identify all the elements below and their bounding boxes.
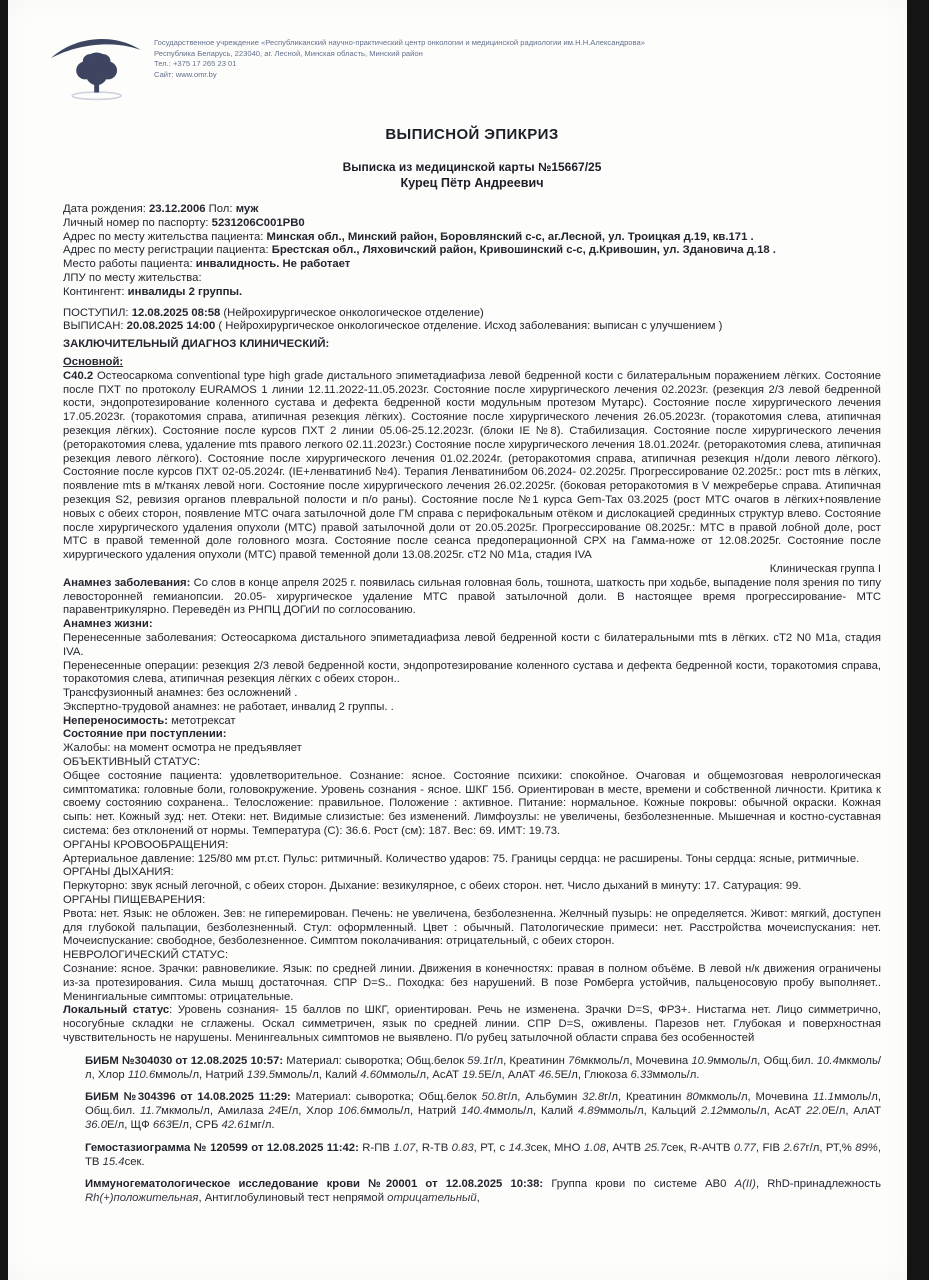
org-info-line: Тел.: +375 17 265 23 01 [154, 59, 237, 69]
text-segment: Остеосаркома conventional type high grade дистального эпиметадиафиза левой бедренной кости с билатеральным поражением лёгких. Состояние после ПХТ по протоколу EURAMOS 1 линии 12.11.2022-11.05.2023г. Состояние после хирургического лечения 02.2023г. (резекция 2/3 левой бедренной кости, эндопротезирование коленного сустава и дефекта бедренной кости модульным протезом Мутарс). Состояние после хирургического лечения 17.05.2023г. (торакотомия справа, атипичная резекция лёгких). Состояние после хирургического лечения 26.05.2023г. (торакотомия слева, атипичная резекция лёгких). Состояние после курсов ПХТ 2 линии 05.06-25.12.2023г. (блоки IE №8). Стабилизация. Состояние после хирургического лечения (реторакотомия слева, удаление mts правого легкого 02.11.2023г.) Состояние после хирургического лечения 18.01.2024г. (реторакотомия слева, атипичная резекция левого лёгкого). Состояние после хирургического лечения 01.02.2024г. (реторакотомия справа, атипичная резекция н/доли левого лёгкого). Состояние после курсов ПХТ 02-05.2024г. (IE+ленватиниб №4). Терапия Ленватинибом 06.2024- 02.2025г. Прогрессирование 02.2025г.: рост mts в лёгких, появление mts в м/тканях левой ноги. Состояние после хирургического лечения 26.02.2025г. (боковая реторакотомия в V межреберье справа. Атипичная резекция S2, ревизия органов плевральной полости и п/о раны). Состояние после №1 курса Gem-Tax 03.2025 (рост МТС очагов в лёгких+появление новых с обеих сторон, появление МТС очага затылочной доле ГМ справа с перифокальным отёком и дислокацией срединных структур влево. Состояние после хирургического удаления опухоли (МТС) правой затылочной доли от 20.05.2025г. Прогрессирование 08.2025г.: МТС в правой лобной доле, рост МТС в правой теменной доле головного мозга. Состояние после сеанса предоперационной СРХ на Гамма-ноже от 12.08.2025г. Состояние после хирургического удаления опухоли (МТС) правой теменной доли 13.08.2025г. сТ2 N0 M1a, стадия IVA [63, 369, 881, 562]
text-segment: Сознание: ясное. Зрачки: равновеликие. Язык: по средней линии. Движения в конечностях: правая в полном объёме. В левой н/к движения ограничены из-за протезирования. Сила мышц достаточная. СПР D=S.. Походка: без нарушений. В позе Ромберга устойчив, пальценосовую пробу выполняет.. Менингиальные симптомы: отрицательные. [63, 963, 881, 1003]
doc-line [63, 839, 881, 853]
text-segment: ммоль/л, Калий [489, 1105, 578, 1118]
text-segment: (Нейрохирургическое онкологическое отделение) [220, 306, 484, 319]
text-segment: Перкуторно: звук ясный легочной, с обеих сторон. Дыхание: везикулярное, с обеих сторон. нет. Число дыханий в минуту: 17. Сатурация: 99. [63, 880, 802, 893]
org-logo [46, 28, 144, 108]
text-segment: , [476, 1192, 480, 1205]
text-segment: Перенесенные заболевания: Остеосаркома дистального эпиметадиафиза левой бедренной кости с билатеральными mts в лёгких. сТ2 N0 M1a, стадия IVA. [63, 631, 881, 658]
text-segment: 139.5 [246, 1068, 276, 1081]
doc-line [63, 880, 881, 894]
text-segment: Контингент: [63, 285, 128, 298]
doc-line [63, 963, 881, 1004]
doc-line [63, 949, 881, 963]
text-segment: 14.3 [508, 1141, 531, 1154]
text-segment: 76 [568, 1054, 581, 1067]
text-segment: Минская обл., Минский район, Боровлянский с-с, аг.Лесной, ул. Троицкая д.19, кв.171 . [266, 230, 754, 243]
text-segment: Локальный статус [63, 1004, 170, 1017]
text-segment: 10.4 [816, 1054, 839, 1067]
text-segment: БИБМ №304030 от 12.08.2025 10:57: [85, 1054, 284, 1067]
text-segment: 1.07 [393, 1141, 416, 1154]
doc-line [63, 577, 881, 618]
text-segment: 663 [152, 1119, 172, 1131]
text-segment: 0.83 [451, 1141, 474, 1154]
text-segment: 106.6 [337, 1105, 367, 1118]
doc-line [85, 1091, 881, 1132]
text-segment: инвалидность. Не работает [195, 258, 351, 271]
text-segment: сек. [124, 1155, 145, 1168]
text-segment: 11.7 [140, 1105, 162, 1118]
doc-line [63, 286, 881, 300]
text-segment: ОБЪЕКТИВНЫЙ СТАТУС: [63, 756, 201, 769]
text-segment: ммоль/л, Общ.бил. [85, 1091, 881, 1118]
text-segment: Брестская обл., Ляховичский район, Кривошинский с-с, д.Кривошин, ул. Здановича д.18 . [271, 244, 776, 257]
doc-line [63, 728, 881, 742]
text-segment: , АЧТВ [605, 1141, 645, 1154]
text-segment: 110.6 [127, 1068, 156, 1081]
text-segment: Перенесенные операции: резекция 2/3 левой бедренной кости, эндопротезирование коленного сустава и дефекта бедренной кости, торакотомия справа, торакотомия слева, атипичная резекция лёгких с обеих сторон.. [63, 659, 881, 686]
doc-line [63, 618, 881, 632]
doc-line [63, 770, 881, 839]
doc-line [63, 370, 881, 563]
text-segment: ммоль/л, Общ.бил. [713, 1054, 817, 1067]
text-segment: ОРГАНЫ КРОВООБРАЩЕНИЯ: [63, 838, 229, 851]
text-segment: Е/л, АлАТ [484, 1068, 539, 1081]
text-segment: 2.67 [783, 1141, 806, 1154]
text-segment: ПОСТУПИЛ: [63, 306, 132, 319]
text-segment: Е/л, Глюкоза [560, 1068, 631, 1081]
doc-line [63, 894, 881, 908]
text-segment: Е/л, АлАТ [828, 1105, 881, 1118]
text-segment: 140.4 [460, 1105, 490, 1118]
text-segment: метотрексат [168, 714, 236, 727]
text-segment: 4.60 [360, 1068, 383, 1081]
text-segment: 89% [855, 1141, 878, 1154]
doc-line [63, 231, 881, 245]
text-segment: г/л, Креатинин [604, 1091, 687, 1104]
text-segment: A(II) [734, 1178, 756, 1191]
doc-line [63, 715, 881, 729]
text-segment: , R-ТВ [415, 1141, 452, 1154]
doc-line [63, 272, 881, 286]
text-segment: Рвота: нет. Язык: не обложен. Зев: не гиперемирован. Печень: не увеличена, безболезненна. Желчный пузырь: не определяется. Живот: мягкий, доступен для глубокой пальпации, безболезненный. Стул: оформленный. Цвет : обычный. Патологические примеси: нет. Расстройства мочеиспускания: нет. Мочеиспускание: свободное, безболезненное. Симптом поколачивания: отрицательный, с обеих сторон. [63, 907, 881, 948]
text-segment: 42.61 [221, 1119, 250, 1131]
text-segment: 25.7 [644, 1141, 667, 1154]
text-segment: 0.77 [733, 1141, 756, 1154]
text-segment: 5231206C001PB0 [211, 216, 305, 229]
text-segment: отрицательный [387, 1192, 477, 1205]
text-segment: Пол: [205, 203, 236, 215]
text-segment: 12.08.2025 08:58 [131, 306, 221, 319]
text-segment: Состояние при поступлении: [63, 728, 227, 741]
text-segment: инвалиды 2 группы. [127, 285, 243, 298]
text-segment: Анамнез заболевания: [63, 576, 191, 589]
text-segment: 4.89 [577, 1105, 600, 1118]
text-segment: Трансфузионный анамнез: без осложнений . [63, 687, 298, 700]
text-segment: ммоль/л, АсАТ [382, 1068, 463, 1081]
document-page [8, 0, 907, 1280]
text-segment: , RhD-принадлежность [755, 1178, 881, 1191]
text-segment: Основной: [63, 355, 124, 368]
text-segment: 59.1 [467, 1054, 490, 1067]
text-segment: Со слов в конце апреля 2025 г. появилась сильная головная боль, тошнота, шаткость при ходьбе, выпадение поля зрения по типу левосторонней гемианопсии. 20.05- хирургическое удаление МТС правой затылочной доли. В настоящее время прогрессирование- МТС паравентрикулярно. Переведён из РНПЦ ДОГиИ по соглосованию. [63, 576, 881, 617]
text-segment: Экспертно-трудовой анамнез: не работает, инвалид 2 группы. . [63, 700, 394, 713]
text-segment: 46.5 [538, 1068, 561, 1081]
text-segment: ммоль/л, Натрий [155, 1068, 247, 1081]
text-segment: ( Нейрохирургическое онкологическое отделение. Исход заболевания: выписан с улучшением ) [215, 320, 723, 333]
text-segment: ммоль/л. [652, 1068, 700, 1081]
text-segment: 15.4 [102, 1155, 125, 1168]
text-segment: 32.8 [582, 1091, 605, 1104]
text-segment: ммоль/л, Натрий [366, 1105, 461, 1118]
text-segment: 1.08 [583, 1141, 606, 1154]
text-segment: 11.1 [812, 1091, 835, 1104]
text-segment: Анамнез жизни: [63, 618, 153, 631]
text-segment: 23.12.2006 [148, 203, 206, 215]
text-segment: мкмоль/л, Хлор [85, 1054, 881, 1081]
text-segment: 24 [268, 1105, 282, 1118]
doc-line [63, 853, 881, 867]
text-segment: муж [235, 203, 259, 215]
text-segment: : Уровень сознания- 15 баллов по ШКГ, ориентирован. Речь не изменена. Зрачки D=S, ФРЗ+. Нистагма нет. Лицо симметрично, носогубные складки не сглажены. Оскал симметричен, язык по средней линии. СПР D=S, оживлены. Парезов нет. Глубокая и поверхностная чувствительность не нарушены. Менингеальных симптомов не выявлено. П/о рубец затылочной области справа без особенностей [63, 1004, 881, 1045]
text-segment: г/л, РТ,% [805, 1141, 856, 1154]
text-segment: Е/л, СРБ [171, 1119, 222, 1131]
text-segment: 19.5 [462, 1068, 485, 1081]
text-segment: Клиническая группа I [769, 562, 881, 575]
doc-line [85, 1055, 881, 1083]
doc-line [63, 563, 881, 577]
doc-line [63, 203, 881, 217]
text-segment: ЗАКЛЮЧИТЕЛЬНЫЙ ДИАГНОЗ КЛИНИЧЕСКИЙ: [63, 338, 330, 351]
doc-line [63, 307, 881, 321]
doc-line [63, 687, 881, 701]
doc-line [63, 660, 881, 688]
document-body [63, 203, 881, 1206]
text-segment: Гемостазиограмма № 120599 от 12.08.2025 11:42: [85, 1141, 359, 1154]
text-segment: , ТВ [85, 1141, 881, 1168]
text-segment: Личный номер по паспорту: [63, 216, 212, 229]
card-number: Выписка из медицинской карты №15667/25 [342, 160, 602, 174]
text-segment: 10.9 [691, 1054, 714, 1067]
org-info [154, 28, 645, 80]
doc-line [63, 320, 881, 334]
text-segment: мкмоль/л, Амилаза [161, 1105, 269, 1118]
text-segment: ЛПУ по месту жительства: [63, 271, 202, 284]
text-segment: ВЫПИСАН: [63, 320, 127, 333]
text-segment: г/л, Альбумин [503, 1091, 583, 1104]
text-segment: Общее состояние пациента: удовлетворительное. Сознание: ясное. Состояние психики: спокойное. Очаговая и общемозговая неврологическая симптоматика: головные боли, головокружение. Уровень сознания - ясное. ШКГ 15б. Ориентирован в месте, времени и собственной личности. Критика к своему состоянию сохранена.. Телосложение: правильное. Положение : активное. Питание: нормальное. Кожные покровы: обычной окраски. Кожная сыпь: нет. Кожный зуд: нет. Отеки: нет. Видимые слизистые: без изменений. Лимфоузлы: не увеличены, безболезненные. Мышечная и костно-суставная система: без отклонений от нормы. Температура (С): 36.6. Рост (см): 187. Вес: 69. ИМТ: 19.73. [63, 769, 881, 838]
doc-line [63, 756, 881, 770]
org-info-line: Государственное учреждение «Республиканский научно-практический центр онкологии и медицинской радиологии им.Н.Н.Александрова» [154, 38, 645, 47]
doc-line [63, 701, 881, 715]
text-segment: ммоль/л, Калий [275, 1068, 361, 1081]
text-segment: БИБМ №304396 от 14.08.2025 11:29: [85, 1091, 291, 1104]
text-segment: Непереносимость: [63, 714, 169, 727]
text-segment: Группа крови по системе АВ0 [543, 1178, 735, 1191]
doc-line [63, 356, 881, 370]
text-segment: сек, МНО [530, 1141, 584, 1154]
text-segment: Место работы пациента: [63, 258, 196, 271]
text-segment: г/л, Креатинин [489, 1054, 569, 1067]
text-segment: Материал: сыворотка; Общ.белок [283, 1054, 468, 1067]
text-segment: НЕВРОЛОГИЧЕСКИЙ СТАТУС: [63, 949, 229, 962]
letterhead [46, 0, 907, 108]
text-segment: ммоль/л, Кальций [599, 1105, 701, 1118]
text-segment: Rh(+)положительная [85, 1192, 199, 1205]
text-segment: 22.0 [806, 1105, 829, 1118]
text-segment: 50.8 [481, 1091, 504, 1104]
text-segment: Материал: сыворотка; Общ.белок [290, 1091, 482, 1104]
text-segment: мкмоль/л, Мочевина [698, 1091, 813, 1104]
doc-line [63, 217, 881, 231]
text-segment: ммоль/л, АсАТ [722, 1105, 807, 1118]
text-segment: Адрес по месту жительства пациента: [63, 230, 267, 243]
text-segment: , РТ, с [473, 1141, 509, 1154]
text-segment: , FIB [755, 1141, 784, 1154]
text-segment: C40.2 [63, 369, 94, 382]
text-segment: R-ПВ [358, 1141, 394, 1154]
text-segment: мкмоль/л, Мочевина [580, 1054, 692, 1067]
text-segment: Артериальное давление: 125/80 мм рт.ст. Пульс: ритмичный. Количество ударов: 75. Границы сердца: не расширены. Тоны сердца: ясные, ритмичные. [63, 852, 860, 865]
doc-line [63, 244, 881, 258]
text-segment: ОРГАНЫ ДЫХАНИЯ: [63, 866, 174, 879]
text-segment: Иммуногематологическое исследование крови №20001 от 12.08.2025 10:38: [85, 1178, 544, 1191]
doc-line [63, 338, 881, 352]
text-segment: Е/л, ЩФ [107, 1119, 153, 1131]
text-segment: сек, R-АЧТВ [666, 1141, 734, 1154]
text-segment: Адрес по месту регистрации пациента: [63, 244, 272, 257]
document-content [8, 126, 907, 1206]
org-info-line: Республика Беларусь, 223040, аг. Лесной, Минская область, Минский район [154, 48, 423, 58]
doc-line [63, 742, 881, 756]
doc-line [85, 1142, 881, 1170]
doc-line [63, 866, 881, 880]
doc-line [63, 632, 881, 660]
tree-logo-icon [46, 28, 144, 108]
doc-line [63, 1004, 881, 1045]
doc-line [63, 908, 881, 949]
text-segment: Жалобы: на момент осмотра не предъявляет [63, 742, 302, 755]
org-info-line: Сайт: www.omr.by [154, 69, 217, 79]
text-segment: 20.08.2025 14:00 [126, 320, 216, 333]
text-segment: ОРГАНЫ ПИЩЕВАРЕНИЯ: [63, 894, 206, 907]
doc-line [63, 258, 881, 272]
text-segment: Дата рождения: [63, 203, 149, 215]
text-segment: 2.12 [700, 1105, 723, 1118]
text-segment: 80 [686, 1091, 699, 1104]
text-segment: , Антиглобулиновый тест непрямой [198, 1192, 388, 1205]
text-segment: 6.33 [630, 1068, 653, 1081]
text-segment: Е/л, Хлор [281, 1105, 338, 1118]
text-segment: 36.0 [85, 1119, 107, 1131]
document-title: ВЫПИСНОЙ ЭПИКРИЗ [385, 126, 559, 143]
text-segment: мг/л. [249, 1119, 275, 1131]
patient-name: Курец Пётр Андреевич [400, 176, 544, 190]
doc-line [85, 1178, 881, 1206]
